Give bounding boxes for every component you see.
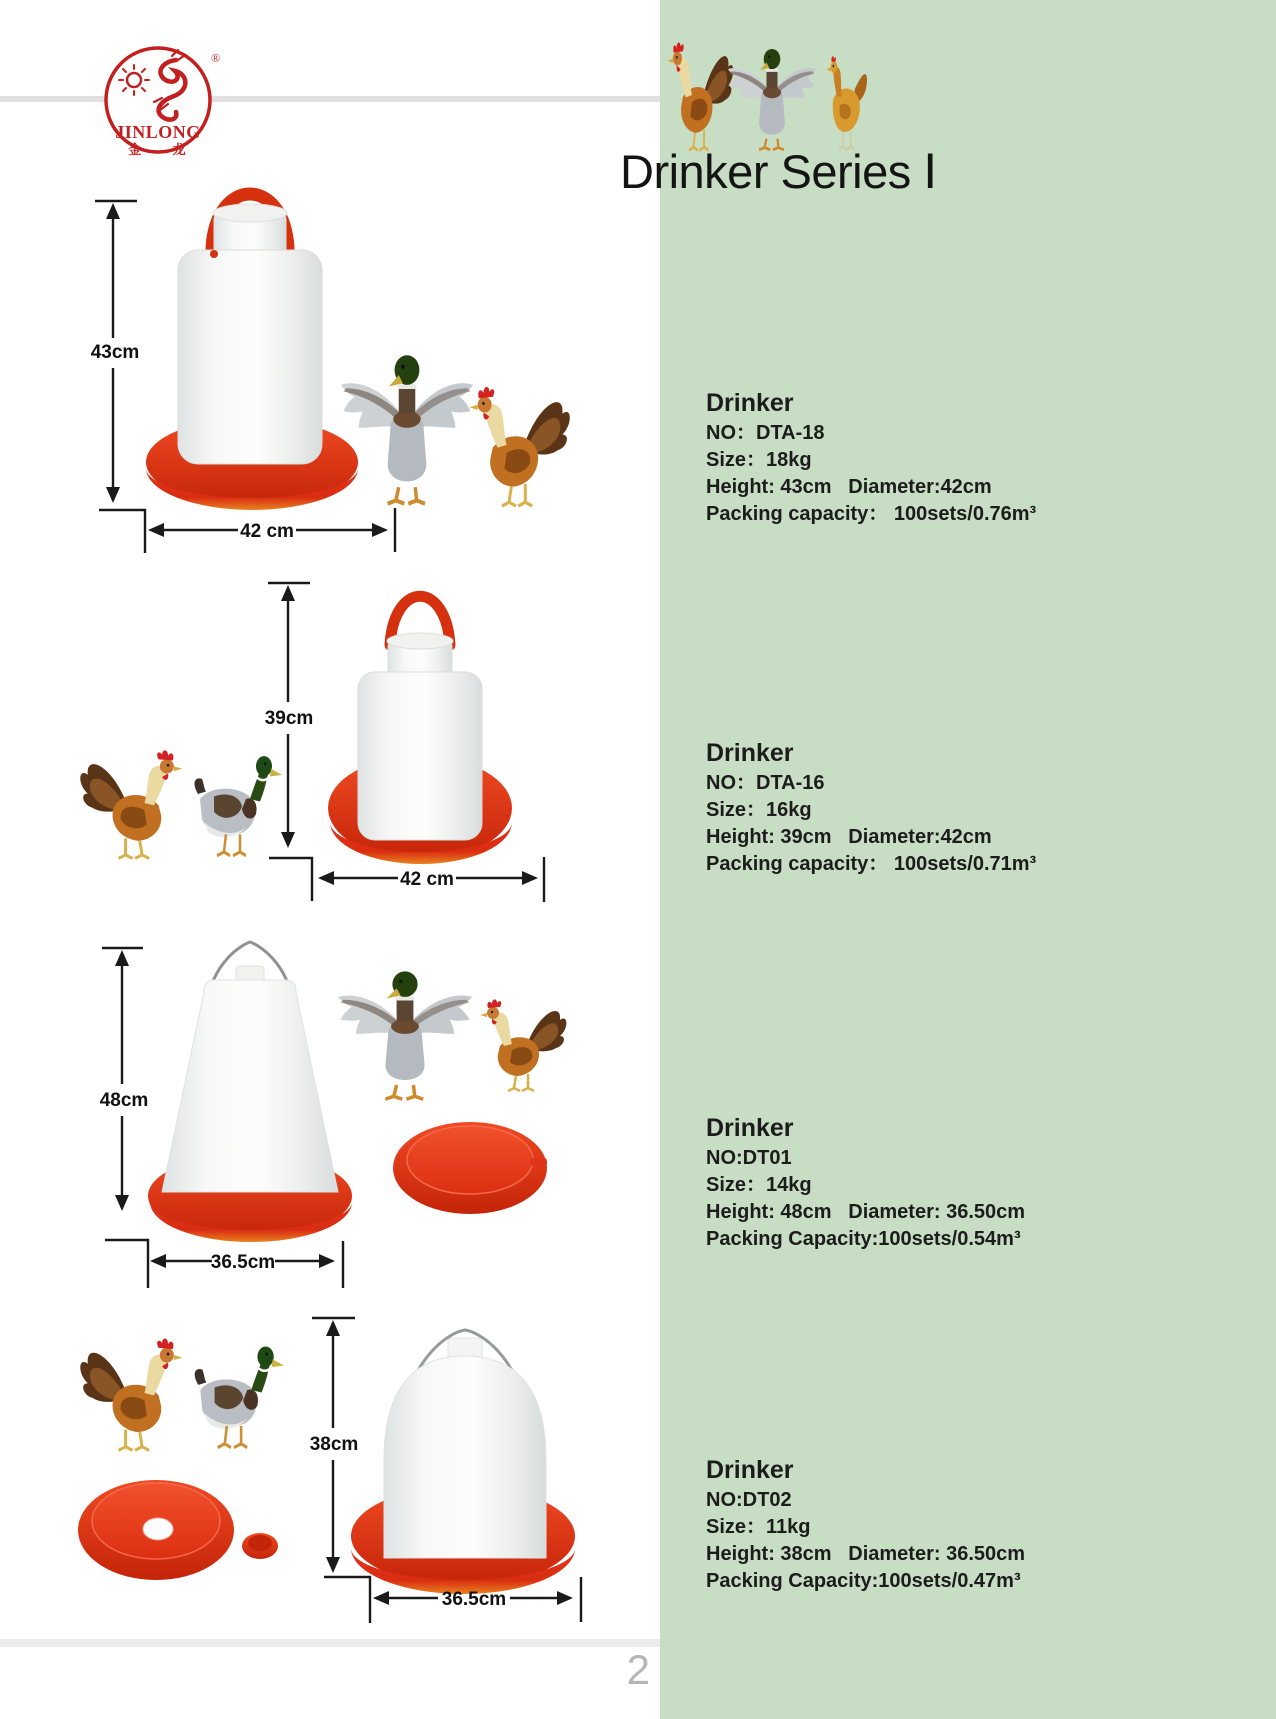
product-packing: Packing capacity： 100sets/0.71m³ bbox=[706, 853, 1037, 875]
product-no: NO:DT02 bbox=[706, 1489, 792, 1511]
dta18-diameter-dimension bbox=[148, 508, 395, 552]
product-dimensions: Height: 38cm Diameter: 36.50cm bbox=[706, 1543, 1026, 1565]
product-dimensions: Height: 48cm Diameter: 36.50cm bbox=[706, 1201, 1026, 1223]
dta18-height-dimension bbox=[91, 201, 145, 553]
product-heading: Drinker bbox=[706, 1114, 794, 1142]
product-info-dt02 bbox=[706, 1456, 1186, 1595]
product-dimensions: Height: 39cm Diameter:42cm bbox=[706, 826, 992, 848]
dt01-height-dimension bbox=[100, 948, 149, 1288]
diameter-dimension-label: 42 cm bbox=[240, 521, 294, 542]
product-packing: Packing Capacity:100sets/0.47m³ bbox=[706, 1570, 1021, 1592]
height-dimension-label: 48cm bbox=[99, 1090, 149, 1111]
product-info-dta18 bbox=[706, 389, 1186, 528]
product-heading: Drinker bbox=[706, 739, 794, 767]
product-size: Size：16kg bbox=[706, 799, 812, 821]
product-heading: Drinker bbox=[706, 389, 794, 417]
height-dimension-label: 43cm bbox=[90, 342, 140, 363]
diameter-dimension-label: 36.5cm bbox=[210, 1252, 276, 1273]
product-info-dta16 bbox=[706, 739, 1186, 878]
page-title: Drinker Series Ⅰ bbox=[620, 145, 937, 198]
registered-mark-icon: ® bbox=[211, 51, 221, 65]
product-no: NO：DTA-16 bbox=[706, 772, 825, 794]
brand-name: JINLONG bbox=[115, 122, 201, 142]
diameter-dimension-label: 36.5cm bbox=[441, 1589, 507, 1610]
product-packing: Packing Capacity:100sets/0.54m³ bbox=[706, 1228, 1021, 1250]
product-size: Size：14kg bbox=[706, 1174, 812, 1196]
dta16-diameter-dimension bbox=[318, 857, 544, 902]
height-dimension-label: 39cm bbox=[264, 708, 314, 729]
dt02-height-dimension bbox=[310, 1318, 370, 1623]
product-packing: Packing capacity： 100sets/0.76m³ bbox=[706, 503, 1037, 525]
dt02-diameter-dimension bbox=[373, 1577, 581, 1622]
page-number: 2 bbox=[626, 1646, 650, 1693]
product-info-dt01 bbox=[706, 1114, 1186, 1253]
product-no: NO:DT01 bbox=[706, 1147, 792, 1169]
product-dimensions: Height: 43cm Diameter:42cm bbox=[706, 476, 992, 498]
brand-name-chinese: 金 龙 bbox=[128, 142, 200, 157]
diameter-dimension-label: 42 cm bbox=[400, 869, 454, 890]
product-heading: Drinker bbox=[706, 1456, 794, 1484]
dt01-diameter-dimension bbox=[150, 1241, 343, 1288]
height-dimension-label: 38cm bbox=[309, 1434, 359, 1455]
product-size: Size：18kg bbox=[706, 449, 812, 471]
product-size: Size：11kg bbox=[706, 1516, 811, 1538]
dta16-height-dimension bbox=[265, 583, 314, 901]
product-no: NO：DTA-18 bbox=[706, 422, 825, 444]
